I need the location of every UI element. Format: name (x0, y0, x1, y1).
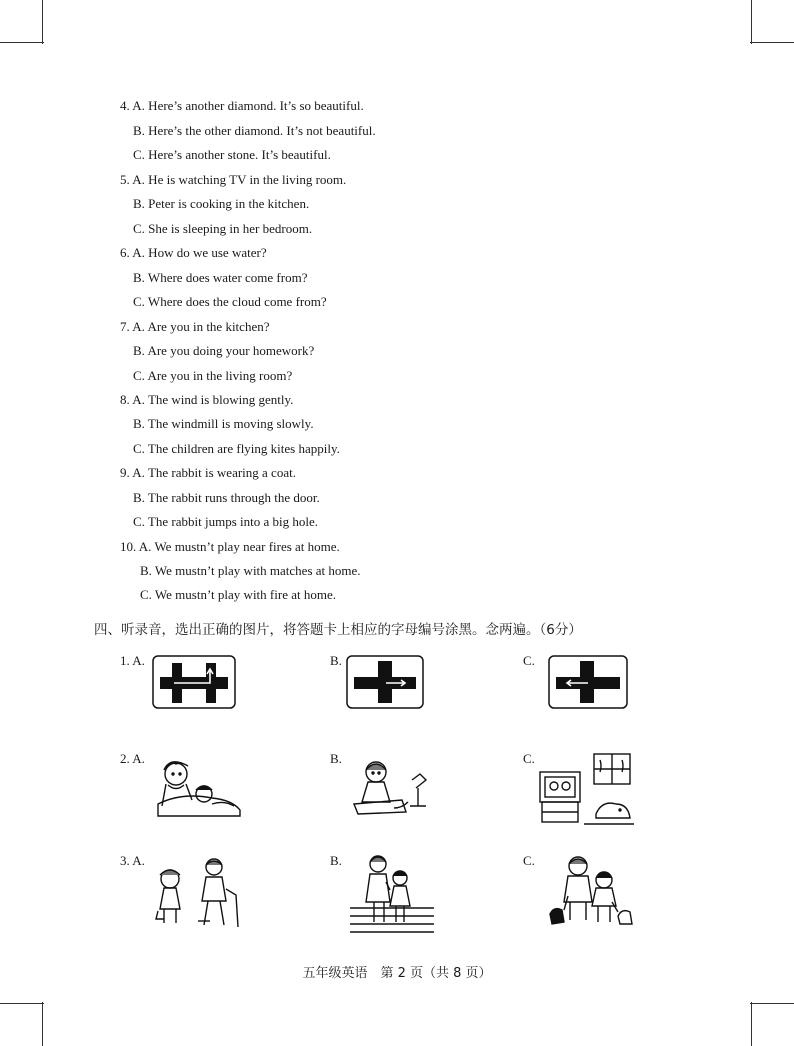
family-walking-dogs-icon (546, 852, 636, 935)
girl-helping-grandma-cross-street-icon (350, 852, 434, 939)
question-8-option-a: 8. A. The wind is blowing gently. (120, 392, 294, 407)
picture-label-1c: C. (523, 653, 535, 668)
child-doing-homework-icon (346, 758, 432, 821)
question-9-option-b: B. The rabbit runs through the door. (133, 490, 320, 505)
question-8-option-c: C. The children are flying kites happily. (133, 441, 340, 456)
girl-walking-with-grandma-icon (152, 855, 248, 936)
question-5-option-b: B. Peter is cooking in the kitchen. (133, 196, 310, 211)
question-9-option-a: 9. A. The rabbit is wearing a coat. (120, 465, 296, 480)
road-map-turn-right-icon (152, 655, 236, 714)
question-6-option-a: 6. A. How do we use water? (120, 245, 267, 260)
road-map-go-straight-icon (346, 655, 424, 714)
question-4-option-a: 4. A. Here’s another diamond. It’s so beautiful. (120, 98, 364, 113)
page-footer: 五年级英语 第 2 页（共 8 页） (302, 966, 492, 981)
question-6-option-c: C. Where does the cloud come from? (133, 294, 327, 309)
question-4-option-b: B. Here’s the other diamond. It’s not beautiful. (133, 123, 376, 138)
question-9-option-c: C. The rabbit jumps into a big hole. (133, 514, 318, 529)
question-6-option-b: B. Where does water come from? (133, 270, 308, 285)
picture-label-1b: B. (330, 653, 342, 668)
picture-label-3c: C. (523, 853, 535, 868)
picture-label-2c: C. (523, 751, 535, 766)
question-7-option-c: C. Are you in the living room? (133, 368, 293, 383)
picture-label-1a: 1. A. (120, 653, 145, 668)
picture-label-2b: B. (330, 751, 342, 766)
question-5-option-c: C. She is sleeping in her bedroom. (133, 221, 313, 236)
question-10-option-a: 10. A. We mustn’t play near fires at home. (120, 539, 340, 554)
question-5-option-a: 5. A. He is watching TV in the living room. (120, 172, 347, 187)
living-room-tv-cat-icon (536, 752, 636, 833)
road-map-turn-left-icon (548, 655, 628, 714)
question-8-option-b: B. The windmill is moving slowly. (133, 416, 314, 431)
question-7-option-a: 7. A. Are you in the kitchen? (120, 319, 270, 334)
child-caring-for-sick-person-icon (152, 754, 244, 823)
question-10-option-c: C. We mustn’t play with fire at home. (140, 587, 336, 602)
picture-label-3b: B. (330, 853, 342, 868)
picture-label-3a: 3. A. (120, 853, 145, 868)
picture-label-2a: 2. A. (120, 751, 145, 766)
question-4-option-c: C. Here’s another stone. It’s beautiful. (133, 147, 331, 162)
section-4-title: 四、听录音，选出正确的图片，将答题卡上相应的字母编号涂黑。念两遍。（6分） (94, 622, 582, 638)
question-7-option-b: B. Are you doing your homework? (133, 343, 315, 358)
question-10-option-b: B. We mustn’t play with matches at home. (140, 563, 361, 578)
